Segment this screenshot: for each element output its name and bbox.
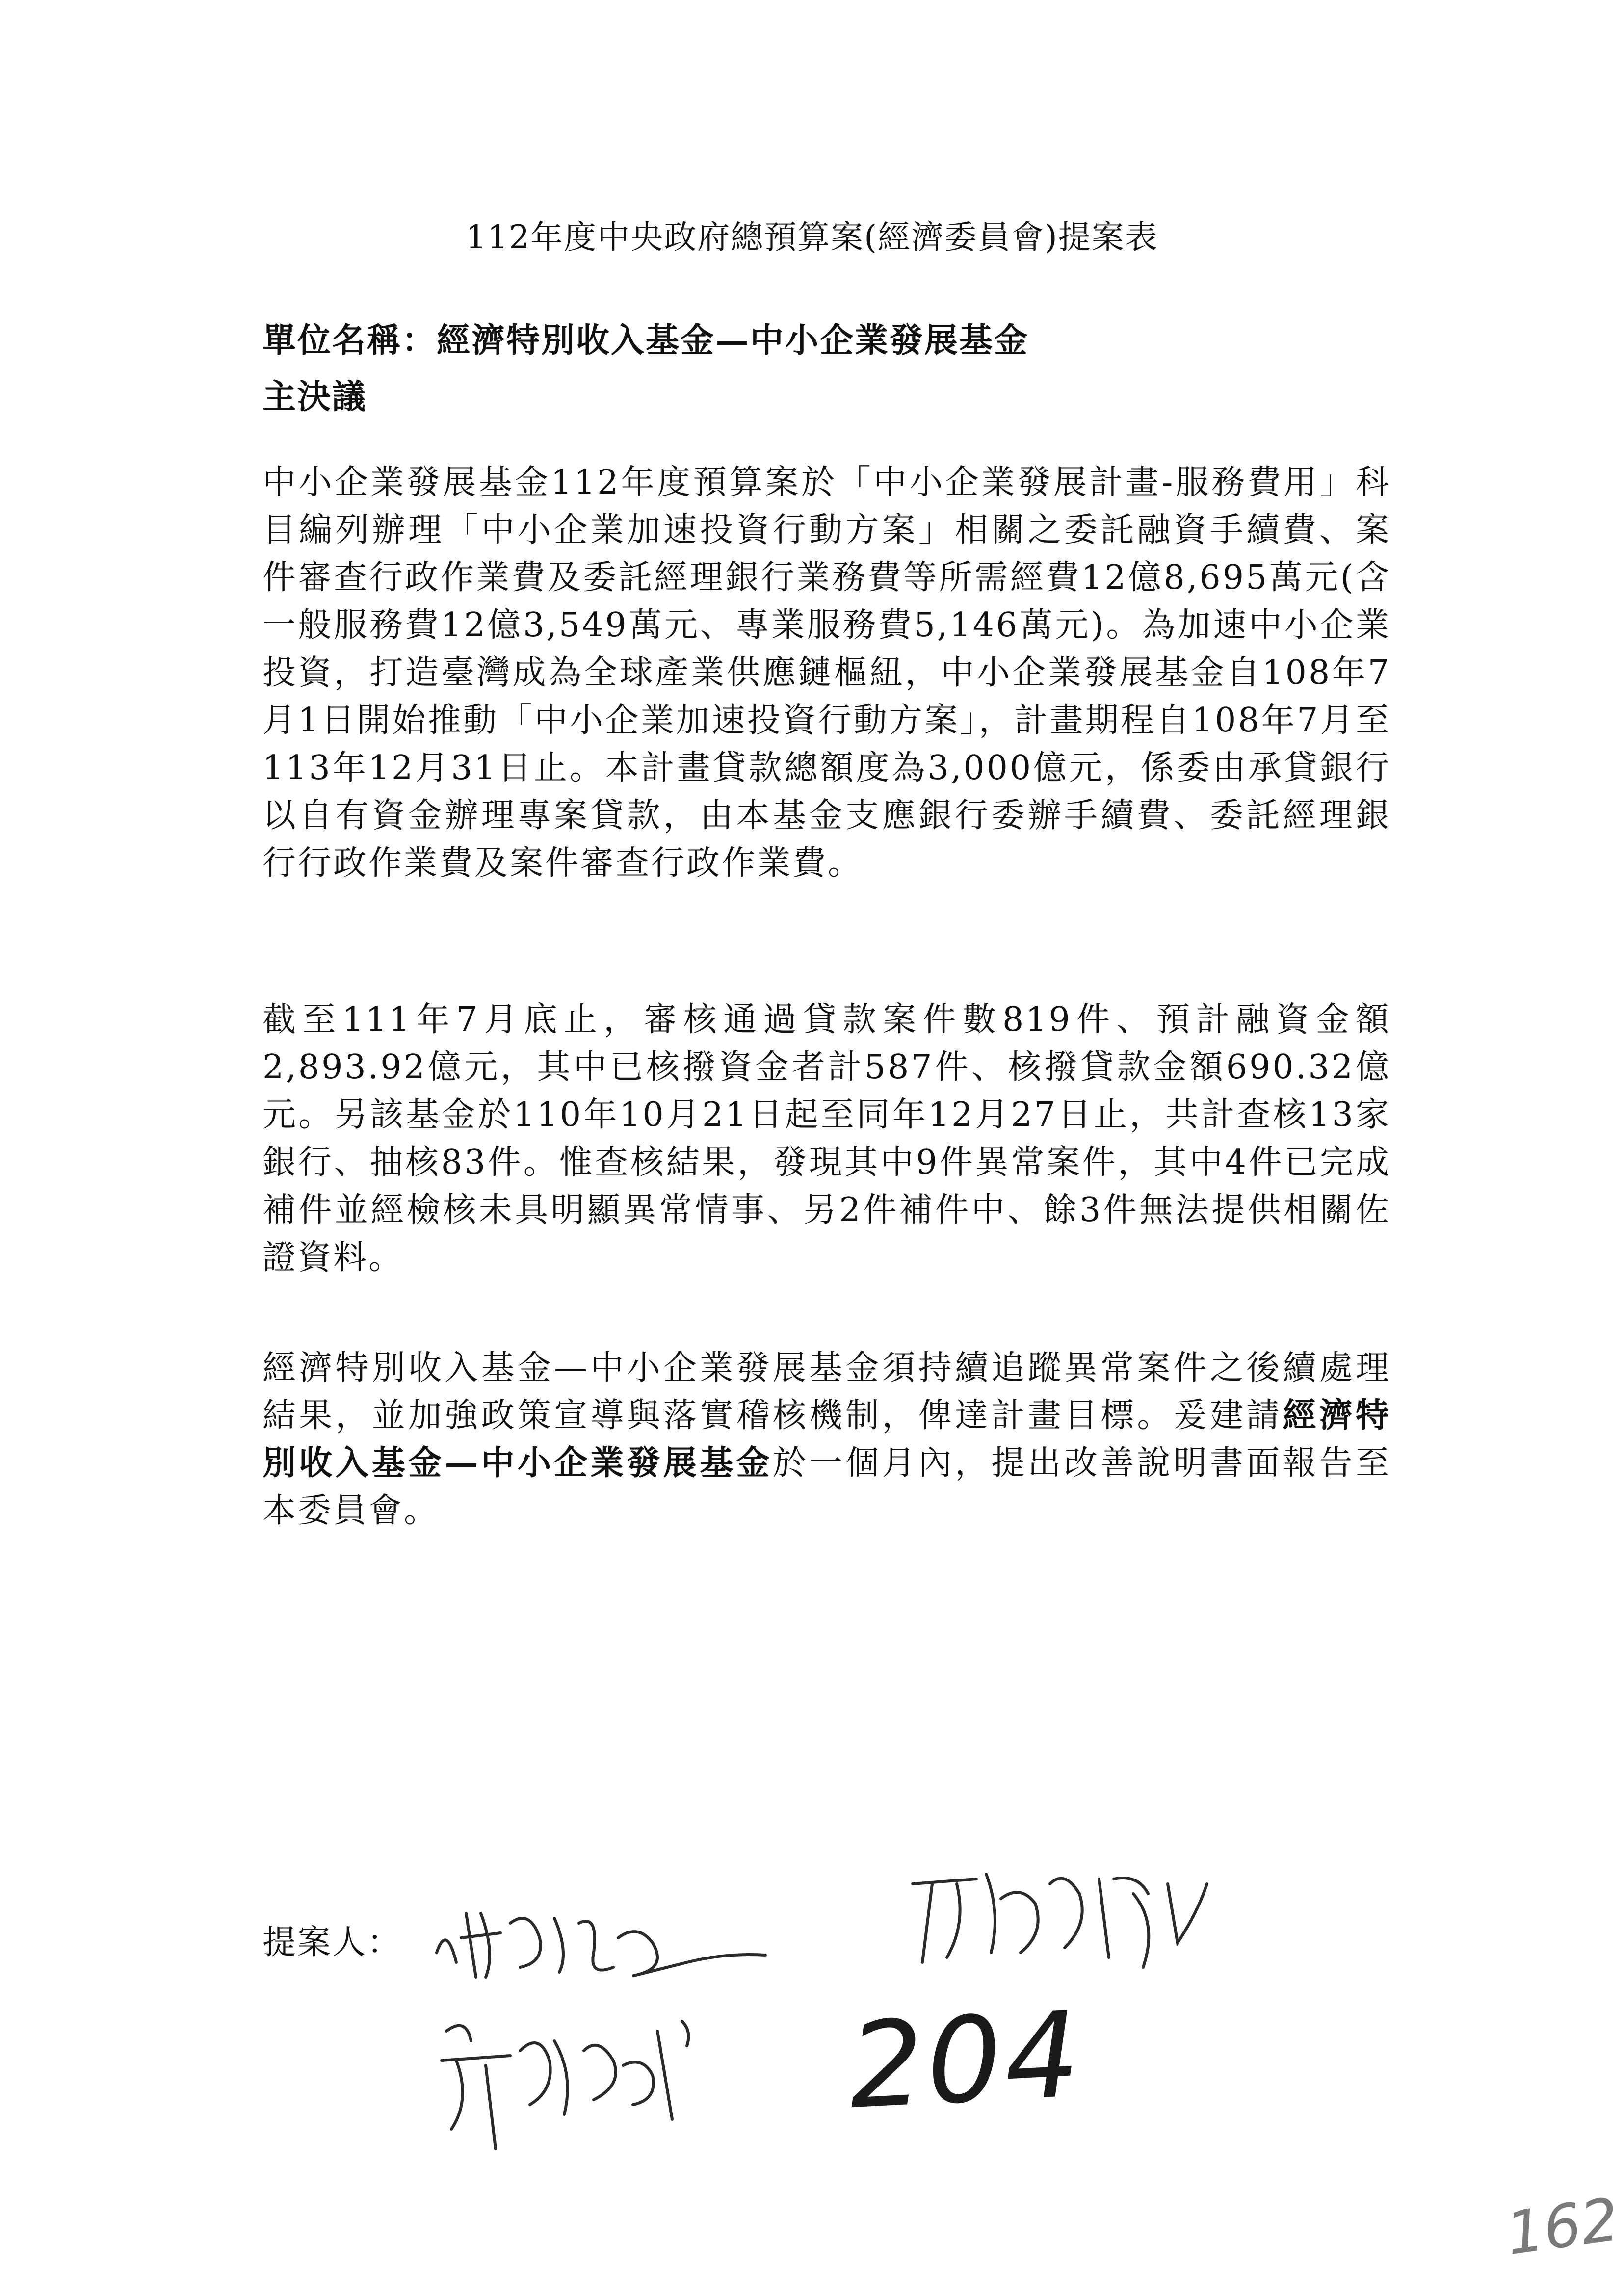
- request-text-start: 經濟特別收入基金—中小企業發展基金須持續追蹤異常案件之後續處理結果，並加強政策宣導與落實稽核機制，俾達計畫目標。爰建請: [262, 1349, 1391, 1435]
- signature-2: [903, 1854, 1217, 1982]
- signature-3: [427, 2002, 731, 2159]
- signature-1: [432, 1894, 775, 1992]
- request-text-bold-fund: 經濟特別收入基金—中小企業發展基金: [262, 1396, 1391, 1483]
- paragraph-request: [262, 1344, 1391, 1535]
- document-title: 112年度中央政府總預算案(經濟委員會)提案表: [466, 218, 1158, 256]
- paragraph-audit: 截至111年7月底止，審核通過貸款案件數819件、預計融資金額2,893.92億元，其中已核撥資金者計587件、核撥貸款金額690.32億元。另該基金於110年10月21日起至同年12月27日止，共計查核13家銀行、抽核83件。惟查核結果，發現其中9件異常案件，其中4件已完成補件並經檢核未具明顯異常情事、另2件補件中、餘3件無法提供相關佐證資料。: [262, 1000, 1391, 1277]
- unit-name-heading: 單位名稱：經濟特別收入基金—中小企業發展基金: [262, 321, 1029, 360]
- request-text-end: 於一個月內，提出改善說明書面報告至本委員會。: [262, 1444, 1391, 1530]
- main-resolution-heading: 主決議: [262, 377, 367, 417]
- handwritten-number: 204: [845, 1985, 1086, 2136]
- paragraph-budget: 中小企業發展基金112年度預算案於「中小企業發展計畫-服務費用」科目編列辦理「中小企業加速投資行動方案」相關之委託融資手續費、案件審查行政作業費及委託經理銀行業務費等所需經費12億8,695萬元(含一般服務費12億3,549萬元、專業服務費5,146萬元)。為加速中小企業投資，打造臺灣成為全球產業供應鏈樞紐，中小企業發展基金自108年7月1日開始推動「中小企業加速投資行動方案」，計畫期程自108年7月至113年12月31日止。本計畫貸款總額度為3,000億元，係委由承貸銀行以自有資金辦理專案貸款，由本基金支應銀行委辦手續費、委託經理銀行行政作業費及案件審查行政作業費。: [262, 463, 1391, 883]
- proposer-label: 提案人：: [262, 1923, 402, 1962]
- corner-page-number: 162: [1502, 2185, 1623, 2269]
